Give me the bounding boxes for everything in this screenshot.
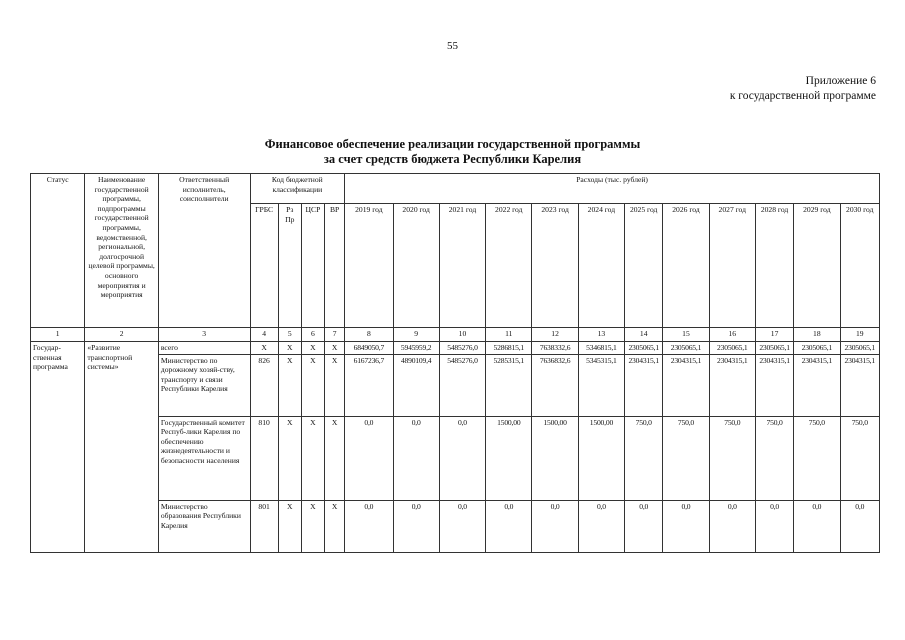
appendix-line-1: Приложение 6 xyxy=(805,75,876,87)
csr-cell: X xyxy=(301,342,324,355)
header-responsible: Ответственный исполнитель, соисполнители xyxy=(158,174,250,328)
column-number: 7 xyxy=(325,328,345,342)
value-cell: 0,0 xyxy=(439,500,485,552)
column-number: 5 xyxy=(278,328,301,342)
vr-cell: X xyxy=(325,416,345,500)
value-cell: 2304315,1 xyxy=(755,354,793,416)
value-cell: 0,0 xyxy=(625,500,663,552)
value-cell: 1500,00 xyxy=(532,416,578,500)
document-title xyxy=(0,137,905,167)
executor-cell: всего xyxy=(158,342,250,355)
executor-cell: Министерство образования Республики Карелия xyxy=(158,500,250,552)
value-cell: 0,0 xyxy=(439,416,485,500)
value-cell: 5345315,1 xyxy=(578,354,624,416)
column-number-row xyxy=(31,328,880,342)
header-name: Наименование государственной программы, подпрограммы государственной программы, ведомственной, региональной, долгосрочной целевой программы, основного мероприятия и мероприятия xyxy=(85,174,159,328)
value-cell: 2304315,1 xyxy=(794,354,840,416)
value-cell: 5285315,1 xyxy=(486,354,532,416)
table-row xyxy=(31,342,880,355)
value-cell: 5485276,0 xyxy=(439,342,485,355)
value-cell: 0,0 xyxy=(755,500,793,552)
value-cell: 0,0 xyxy=(486,500,532,552)
value-cell: 2304315,1 xyxy=(709,354,755,416)
column-number: 8 xyxy=(345,328,393,342)
column-number: 19 xyxy=(840,328,880,342)
title-line-1: Финансовое обеспечение реализации государственной программы xyxy=(264,137,641,151)
header-year: 2027 год xyxy=(709,204,755,328)
appendix-line-2: к государственной программе xyxy=(729,90,876,102)
executor-cell: Министерство по дорожному хозяй-ству, транспорту и связи Республики Карелия xyxy=(158,354,250,416)
column-number: 15 xyxy=(663,328,709,342)
header-code-grbs: ГРБС xyxy=(250,204,278,328)
executor-cell: Государственный комитет Респуб-лики Карелия по обеспечению жизнедеятельности и безопасности населения xyxy=(158,416,250,500)
value-cell: 750,0 xyxy=(663,416,709,500)
csr-cell: X xyxy=(301,354,324,416)
value-cell: 2305065,1 xyxy=(840,342,880,355)
value-cell: 750,0 xyxy=(709,416,755,500)
header-code-rzpr: Рз Пр xyxy=(278,204,301,328)
appendix-note xyxy=(730,74,876,104)
rzpr-cell: X xyxy=(278,354,301,416)
header-year: 2026 год xyxy=(663,204,709,328)
column-number: 16 xyxy=(709,328,755,342)
header-year: 2019 год xyxy=(345,204,393,328)
value-cell: 750,0 xyxy=(625,416,663,500)
column-number: 9 xyxy=(393,328,439,342)
column-number: 18 xyxy=(794,328,840,342)
csr-cell: X xyxy=(301,500,324,552)
value-cell: 0,0 xyxy=(578,500,624,552)
value-cell: 7638332,6 xyxy=(532,342,578,355)
rzpr-cell: X xyxy=(278,342,301,355)
page-number: 55 xyxy=(447,40,458,52)
value-cell: 2305065,1 xyxy=(709,342,755,355)
value-cell: 0,0 xyxy=(840,500,880,552)
header-year: 2022 год xyxy=(486,204,532,328)
rzpr-cell: X xyxy=(278,500,301,552)
header-code-csr: ЦСР xyxy=(301,204,324,328)
value-cell: 0,0 xyxy=(345,500,393,552)
header-year: 2028 год xyxy=(755,204,793,328)
column-number: 17 xyxy=(755,328,793,342)
column-number: 13 xyxy=(578,328,624,342)
header-year: 2030 год xyxy=(840,204,880,328)
value-cell: 1500,00 xyxy=(486,416,532,500)
table-row xyxy=(31,416,880,500)
value-cell: 1500,00 xyxy=(578,416,624,500)
header-year: 2023 год xyxy=(532,204,578,328)
value-cell: 6849050,7 xyxy=(345,342,393,355)
value-cell: 4890109,4 xyxy=(393,354,439,416)
column-number: 11 xyxy=(486,328,532,342)
header-year: 2029 год xyxy=(794,204,840,328)
value-cell: 0,0 xyxy=(345,416,393,500)
column-number: 4 xyxy=(250,328,278,342)
header-row-1 xyxy=(31,174,880,204)
value-cell: 2304315,1 xyxy=(840,354,880,416)
value-cell: 750,0 xyxy=(794,416,840,500)
value-cell: 5945959,2 xyxy=(393,342,439,355)
title-line-2: за счет средств бюджета Республики Карелия xyxy=(323,152,582,166)
table-row xyxy=(31,500,880,552)
value-cell: 5286815,1 xyxy=(486,342,532,355)
value-cell: 2305065,1 xyxy=(625,342,663,355)
grbs-cell: 801 xyxy=(250,500,278,552)
value-cell: 6167236,7 xyxy=(345,354,393,416)
header-year: 2024 год xyxy=(578,204,624,328)
table-row xyxy=(31,354,880,416)
value-cell: 0,0 xyxy=(663,500,709,552)
status-cell: Государ-ственная программа xyxy=(31,342,85,553)
value-cell: 0,0 xyxy=(709,500,755,552)
column-number: 1 xyxy=(31,328,85,342)
value-cell: 7636832,6 xyxy=(532,354,578,416)
value-cell: 2305065,1 xyxy=(794,342,840,355)
grbs-cell: 826 xyxy=(250,354,278,416)
value-cell: 2305065,1 xyxy=(755,342,793,355)
vr-cell: X xyxy=(325,500,345,552)
value-cell: 5485276,0 xyxy=(439,354,485,416)
header-code-vr: ВР xyxy=(325,204,345,328)
column-number: 6 xyxy=(301,328,324,342)
column-number: 2 xyxy=(85,328,159,342)
header-expenses: Расходы (тыс. рублей) xyxy=(345,174,880,204)
column-number: 12 xyxy=(532,328,578,342)
value-cell: 0,0 xyxy=(794,500,840,552)
grbs-cell: 810 xyxy=(250,416,278,500)
financing-table xyxy=(30,173,880,553)
rzpr-cell: X xyxy=(278,416,301,500)
value-cell: 0,0 xyxy=(393,416,439,500)
header-budget-code: Код бюджетной классификации xyxy=(250,174,345,204)
header-year: 2025 год xyxy=(625,204,663,328)
csr-cell: X xyxy=(301,416,324,500)
column-number: 14 xyxy=(625,328,663,342)
value-cell: 2304315,1 xyxy=(663,354,709,416)
grbs-cell: X xyxy=(250,342,278,355)
header-year: 2020 год xyxy=(393,204,439,328)
value-cell: 0,0 xyxy=(532,500,578,552)
column-number: 10 xyxy=(439,328,485,342)
program-name-cell: «Развитие транспортной системы» xyxy=(85,342,159,553)
value-cell: 0,0 xyxy=(393,500,439,552)
value-cell: 5346815,1 xyxy=(578,342,624,355)
vr-cell: X xyxy=(325,342,345,355)
header-status: Статус xyxy=(31,174,85,328)
value-cell: 750,0 xyxy=(755,416,793,500)
header-year: 2021 год xyxy=(439,204,485,328)
vr-cell: X xyxy=(325,354,345,416)
value-cell: 2305065,1 xyxy=(663,342,709,355)
value-cell: 2304315,1 xyxy=(625,354,663,416)
value-cell: 750,0 xyxy=(840,416,880,500)
column-number: 3 xyxy=(158,328,250,342)
